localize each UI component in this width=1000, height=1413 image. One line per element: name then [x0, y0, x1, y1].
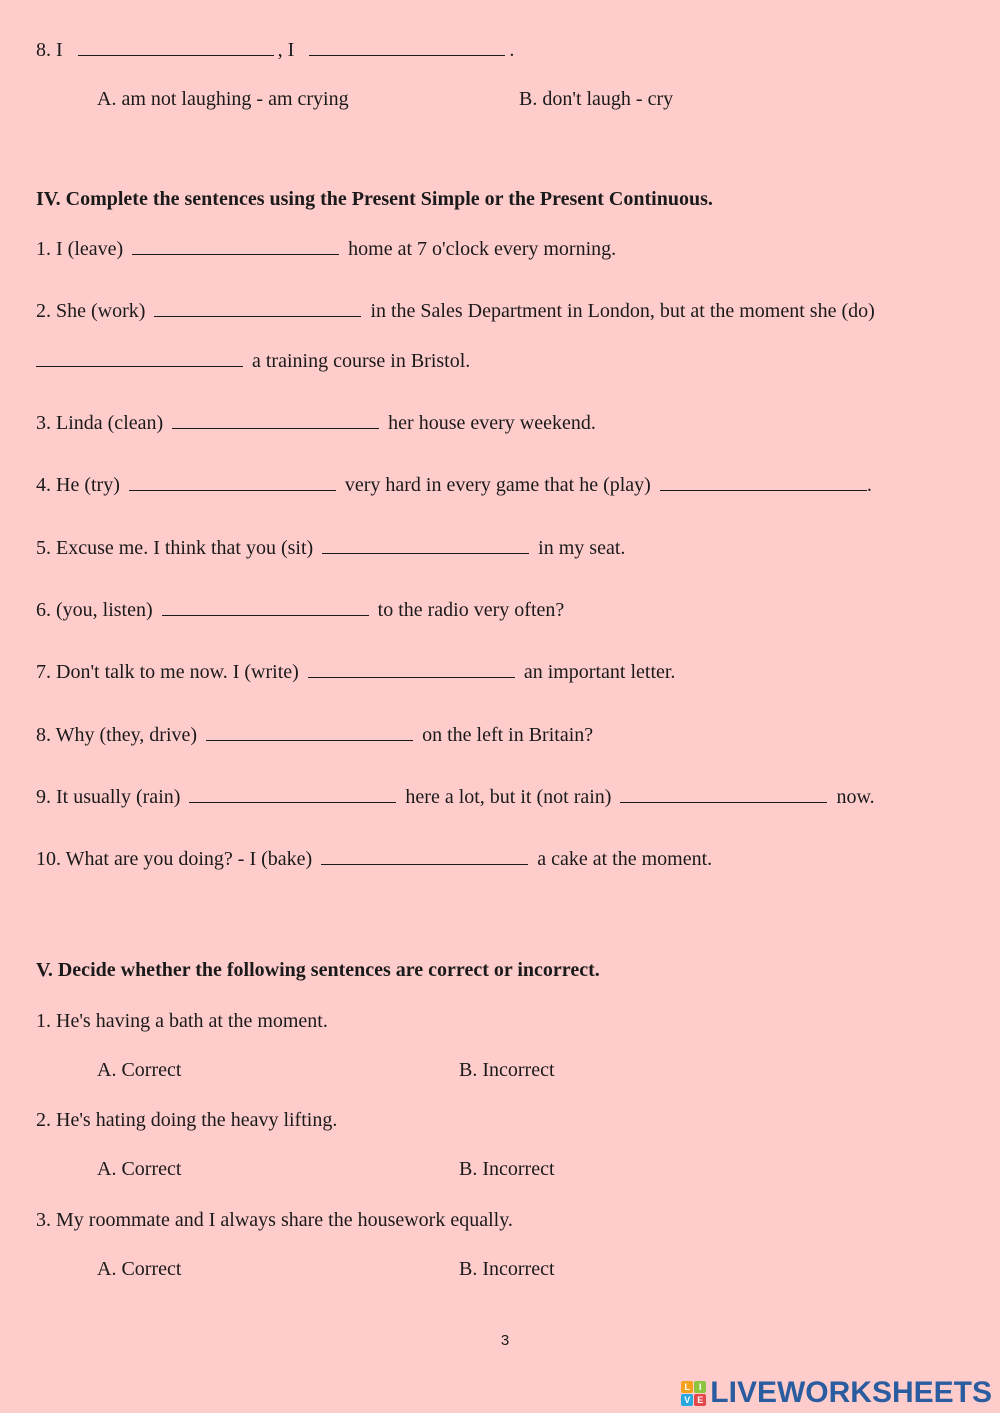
answer-blank[interactable]	[129, 473, 336, 491]
item-text: in the Sales Department in London, but at the moment she (do)	[370, 300, 875, 322]
exercise-item-5	[36, 536, 625, 560]
option-b[interactable]: B. don't laugh - cry	[519, 88, 674, 110]
answer-blank[interactable]	[172, 411, 379, 429]
item-text: home at 7 o'clock every morning.	[348, 238, 617, 260]
answer-blank[interactable]	[321, 847, 528, 865]
logo-letter: L	[681, 1381, 693, 1393]
logo-letter: I	[694, 1381, 706, 1393]
item-text: in my seat.	[538, 537, 626, 559]
question-2-text: 2. He's hating doing the heavy lifting.	[36, 1109, 338, 1131]
item-text: now.	[836, 786, 875, 808]
item-text: 6. (you, listen)	[36, 599, 153, 621]
answer-blank[interactable]	[620, 785, 827, 803]
section-5-heading: V. Decide whether the following sentences are correct or incorrect.	[36, 959, 600, 981]
logo-letter: E	[694, 1394, 706, 1406]
question-1-text: 1. He's having a bath at the moment.	[36, 1010, 328, 1032]
option-b[interactable]: B. Incorrect	[459, 1158, 555, 1180]
exercise-item-10	[36, 847, 712, 871]
item-text: 10. What are you doing? - I (bake)	[36, 848, 313, 870]
question-8-stem-a: 8. I	[36, 39, 63, 61]
answer-blank[interactable]	[132, 237, 339, 255]
exercise-item-7	[36, 660, 675, 684]
answer-blank[interactable]	[309, 38, 505, 56]
item-text: a training course in Bristol.	[252, 350, 471, 372]
answer-blank[interactable]	[322, 536, 529, 554]
answer-blank[interactable]	[36, 349, 243, 367]
item-text: an important letter.	[523, 661, 676, 683]
page-number: 3	[500, 1332, 510, 1349]
exercise-item-2-continued	[36, 349, 470, 373]
option-b[interactable]: B. Incorrect	[459, 1059, 555, 1081]
logo-letter: V	[681, 1394, 693, 1406]
question-3-text: 3. My roommate and I always share the housework equally.	[36, 1209, 513, 1231]
question-8-stem-c: .	[509, 39, 515, 61]
item-text: here a lot, but it (not rain)	[405, 786, 612, 808]
option-a[interactable]: A. Correct	[97, 1258, 182, 1280]
exercise-item-2	[36, 299, 875, 323]
exercise-item-1	[36, 237, 616, 261]
answer-blank[interactable]	[660, 473, 867, 491]
item-text: 9. It usually (rain)	[36, 786, 181, 808]
answer-blank[interactable]	[206, 723, 413, 741]
answer-blank[interactable]	[189, 785, 396, 803]
item-text: 5. Excuse me. I think that you (sit)	[36, 537, 314, 559]
item-text: to the radio very often?	[377, 599, 565, 621]
item-text: a cake at the moment.	[537, 848, 713, 870]
answer-blank[interactable]	[154, 299, 361, 317]
item-text: 1. I (leave)	[36, 238, 124, 260]
answer-blank[interactable]	[308, 660, 515, 678]
item-text: 3. Linda (clean)	[36, 412, 164, 434]
exercise-item-3	[36, 411, 596, 435]
logo-icon	[681, 1381, 706, 1406]
answer-blank[interactable]	[78, 38, 274, 56]
section-4-heading: IV. Complete the sentences using the Present Simple or the Present Continuous.	[36, 188, 713, 210]
item-text: 4. He (try)	[36, 474, 120, 496]
item-text: on the left in Britain?	[422, 724, 594, 746]
exercise-item-9	[36, 785, 875, 809]
item-text: very hard in every game that he (play)	[344, 474, 651, 496]
item-text: 2. She (work)	[36, 300, 146, 322]
question-8-stem-b: , I	[277, 39, 295, 61]
item-text: her house every weekend.	[388, 412, 596, 434]
liveworksheets-logo	[681, 1377, 992, 1409]
option-b[interactable]: B. Incorrect	[459, 1258, 555, 1280]
answer-blank[interactable]	[162, 598, 369, 616]
option-a[interactable]: A. Correct	[97, 1158, 182, 1180]
item-text: .	[866, 474, 872, 496]
question-8-line	[36, 38, 514, 62]
item-text: 8. Why (they, drive)	[36, 724, 198, 746]
exercise-item-8	[36, 723, 593, 747]
logo-text: LIVEWORKSHEETS	[710, 1376, 992, 1409]
exercise-item-4	[36, 473, 872, 497]
option-a[interactable]: A. am not laughing - am crying	[97, 88, 349, 110]
item-text: 7. Don't talk to me now. I (write)	[36, 661, 299, 683]
exercise-item-6	[36, 598, 564, 622]
option-a[interactable]: A. Correct	[97, 1059, 182, 1081]
